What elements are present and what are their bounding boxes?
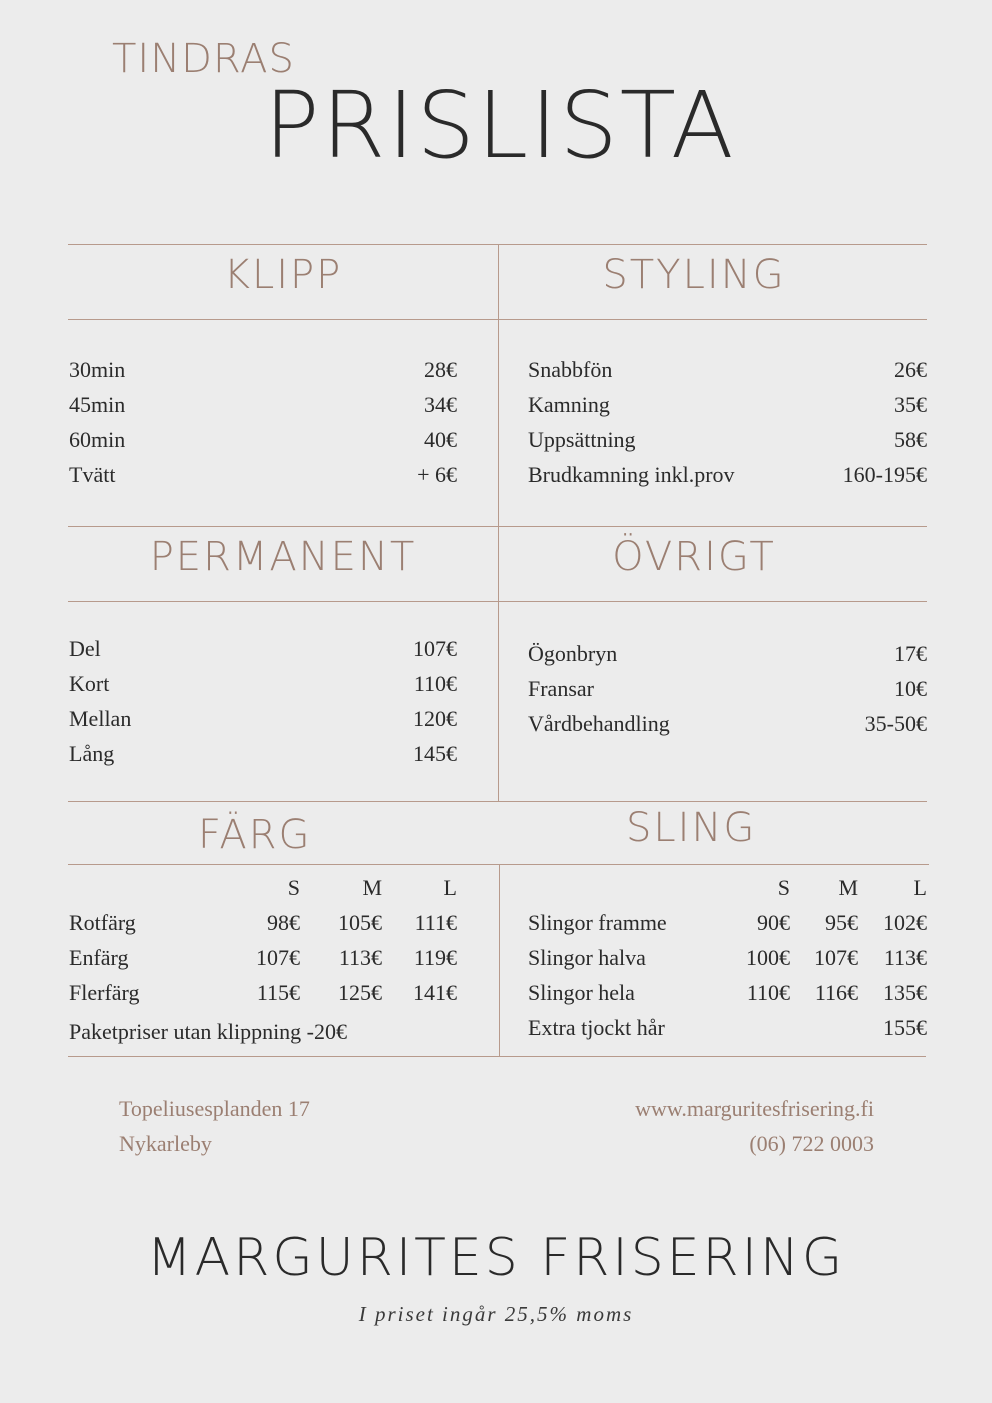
section-title-sling: SLING bbox=[626, 805, 757, 851]
price-m: 113€ bbox=[338, 945, 382, 970]
service-price: 58€ bbox=[894, 427, 927, 452]
size-m-header: M bbox=[838, 875, 858, 900]
service-price: 26€ bbox=[894, 357, 927, 382]
package-note-text: Paketpriser utan klippning -20€ bbox=[69, 1019, 348, 1044]
brand-small-title: TINDRAS bbox=[112, 36, 295, 82]
price-l: 113€ bbox=[883, 945, 927, 970]
service-price: 35€ bbox=[894, 392, 927, 417]
section-title-permanent: PERMANENT bbox=[149, 534, 417, 580]
service-label: Rotfärg bbox=[69, 910, 136, 935]
price-l: 111€ bbox=[414, 910, 457, 935]
page-title: PRISLISTA bbox=[264, 72, 736, 179]
service-price: 145€ bbox=[413, 741, 457, 766]
price-row bbox=[528, 636, 927, 671]
service-label: Del bbox=[69, 636, 101, 661]
price-l: 141€ bbox=[413, 980, 457, 1005]
service-price: 40€ bbox=[424, 427, 457, 452]
salon-name: MARGURITES FRISERING bbox=[146, 1228, 846, 1288]
price-m: 107€ bbox=[814, 945, 858, 970]
section-title-ovrigt: ÖVRIGT bbox=[612, 534, 776, 580]
table-row bbox=[528, 975, 927, 1010]
service-price: 120€ bbox=[413, 706, 457, 731]
vat-note: I priset ingår 25,5% moms bbox=[358, 1302, 634, 1326]
size-l-header: L bbox=[443, 875, 457, 900]
size-s-header: S bbox=[287, 875, 300, 900]
service-price: + 6€ bbox=[417, 462, 457, 487]
service-label: Extra tjockt hår bbox=[528, 1015, 665, 1040]
service-price: 35-50€ bbox=[864, 711, 927, 736]
price-s: 90€ bbox=[757, 910, 790, 935]
service-label: Ögonbryn bbox=[528, 641, 618, 666]
price-row bbox=[69, 457, 457, 492]
price-row bbox=[528, 706, 927, 741]
service-label: 60min bbox=[69, 427, 126, 452]
service-price: 10€ bbox=[894, 676, 927, 701]
price-row bbox=[528, 457, 927, 492]
city: Nykarleby bbox=[119, 1131, 212, 1156]
table-row bbox=[528, 940, 927, 975]
service-label: Lång bbox=[69, 741, 115, 766]
service-price: 160-195€ bbox=[842, 462, 927, 487]
service-label: Enfärg bbox=[69, 945, 129, 970]
price-row bbox=[69, 736, 457, 771]
service-label: Flerfärg bbox=[69, 980, 140, 1005]
price-m: 125€ bbox=[338, 980, 382, 1005]
service-label: Snabbfön bbox=[528, 357, 613, 382]
price-s: 115€ bbox=[256, 980, 300, 1005]
table-row bbox=[69, 940, 457, 975]
table-row bbox=[69, 975, 457, 1010]
street-address: Topeliusesplanden 17 bbox=[119, 1096, 310, 1121]
website-link[interactable]: www.marguritesfrisering.fi bbox=[635, 1096, 874, 1121]
section-title-styling: STYLING bbox=[602, 252, 786, 298]
price-row bbox=[69, 422, 457, 457]
size-header-row bbox=[528, 870, 927, 905]
section-title-klipp: KLIPP bbox=[223, 252, 343, 298]
price-row bbox=[69, 387, 457, 422]
size-m-header: M bbox=[362, 875, 382, 900]
price-row bbox=[69, 631, 457, 666]
service-label: Kort bbox=[69, 671, 110, 696]
service-label: Slingor framme bbox=[528, 910, 667, 935]
divider-bottom bbox=[68, 1056, 926, 1057]
service-price: 28€ bbox=[424, 357, 457, 382]
vertical-divider-lower bbox=[499, 864, 500, 1056]
service-label: Slingor halva bbox=[528, 945, 646, 970]
price-s: 107€ bbox=[256, 945, 300, 970]
price-l: 155€ bbox=[883, 1015, 927, 1040]
service-price: 34€ bbox=[424, 392, 457, 417]
size-s-header: S bbox=[777, 875, 790, 900]
price-l: 135€ bbox=[883, 980, 927, 1005]
service-label: Uppsättning bbox=[528, 427, 636, 452]
service-label: Kamning bbox=[528, 392, 610, 417]
price-s: 100€ bbox=[746, 945, 790, 970]
price-l: 102€ bbox=[883, 910, 927, 935]
section-title-farg: FÄRG bbox=[198, 812, 312, 858]
service-price: 110€ bbox=[413, 671, 457, 696]
table-row bbox=[528, 905, 927, 940]
price-s: 98€ bbox=[267, 910, 300, 935]
price-l: 119€ bbox=[413, 945, 457, 970]
package-note bbox=[69, 1014, 489, 1049]
price-row bbox=[69, 701, 457, 736]
table-row bbox=[69, 905, 457, 940]
service-label: Vårdbehandling bbox=[528, 711, 670, 736]
service-label: 45min bbox=[69, 392, 126, 417]
price-row bbox=[69, 352, 457, 387]
price-m: 105€ bbox=[338, 910, 382, 935]
price-s: 110€ bbox=[746, 980, 790, 1005]
service-price: 107€ bbox=[413, 636, 457, 661]
divider-above-farg bbox=[68, 801, 927, 802]
price-m: 116€ bbox=[814, 980, 858, 1005]
service-label: 30min bbox=[69, 357, 126, 382]
service-price: 17€ bbox=[894, 641, 927, 666]
service-label: Mellan bbox=[69, 706, 132, 731]
price-row bbox=[528, 671, 927, 706]
phone-number[interactable]: (06) 722 0003 bbox=[749, 1131, 874, 1156]
service-label: Brudkamning inkl.prov bbox=[528, 462, 735, 487]
service-label: Fransar bbox=[528, 676, 594, 701]
table-row bbox=[528, 1010, 927, 1045]
price-row bbox=[528, 352, 927, 387]
price-m: 95€ bbox=[825, 910, 858, 935]
price-row bbox=[528, 387, 927, 422]
service-label: Tvätt bbox=[69, 462, 116, 487]
price-row bbox=[69, 666, 457, 701]
service-label: Slingor hela bbox=[528, 980, 635, 1005]
size-header-row bbox=[69, 870, 457, 905]
vertical-divider-upper bbox=[498, 244, 499, 801]
price-row bbox=[528, 422, 927, 457]
size-l-header: L bbox=[913, 875, 927, 900]
